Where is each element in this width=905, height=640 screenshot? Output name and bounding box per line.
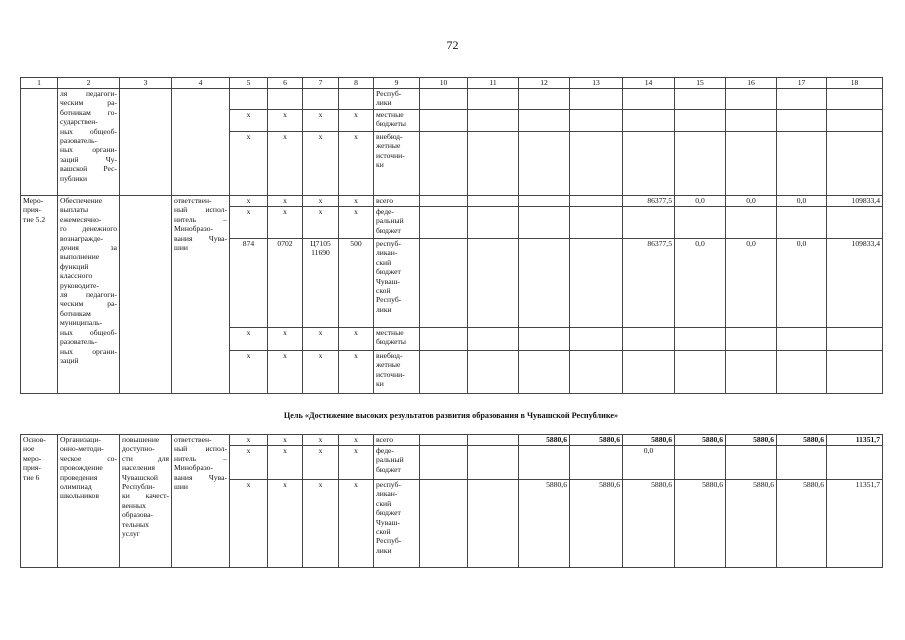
table-row: x x x x внебюд- жетные источни- ки <box>21 351 883 394</box>
col-header: 5 <box>230 78 268 89</box>
funding-source: местные бюджеты <box>374 328 420 351</box>
col-header: 11 <box>468 78 519 89</box>
col-header: 8 <box>339 78 374 89</box>
budget-table-upper <box>20 77 883 394</box>
col-header: 4 <box>172 78 230 89</box>
col-header: 6 <box>268 78 303 89</box>
funding-source: респуб- ликан- ский бюджет Чуваш- ской Респуб- лики <box>374 239 420 328</box>
col-header: 12 <box>519 78 570 89</box>
funding-source: Респуб- лики <box>374 89 420 110</box>
measure-description: ля педагоги- ческим ра- ботникам го- сударствен- ных общеоб- разователь- ных органи- заций Чу- вашской Рес- публики <box>58 89 120 196</box>
table-row <box>21 89 883 110</box>
measure-code: Меро- прия- тие 5.2 <box>21 196 58 394</box>
col-header: 7 <box>303 78 339 89</box>
col-header: 13 <box>570 78 623 89</box>
table-row: x x x x внебюд- жетные источни- ки <box>21 132 883 196</box>
funding-source: феде- ральный бюджет <box>374 207 420 239</box>
col-header: 3 <box>120 78 172 89</box>
col-header: 16 <box>726 78 777 89</box>
table-row: Основ- ное меро- прия- тие 6 Организаци- онно-методи- ческое со- провождение проведения олимпиад школьников повышение доступно- сти для населения Чувашской Республи- ки качест- венных образова- тельных услуг ответствен- ный испол- нитель – Минобразо- вания Чува- шии x x x x всего 5880,6 5880,6 5880,6 5880,6 5880,6 5880,6 11351,7 <box>21 435 883 446</box>
col-header: 2 <box>58 78 120 89</box>
col-header: 9 <box>374 78 420 89</box>
table-row: x x x x местные бюджеты <box>21 328 883 351</box>
table-row: x x x x респуб- ликан- ский бюджет Чуваш- ской Респуб- лики 5880,6 5880,6 5880,6 5880,6 5880,6 5880,6 11351,7 <box>21 480 883 568</box>
col-header: 1 <box>21 78 58 89</box>
col-header: 10 <box>420 78 468 89</box>
table-row: x x x x феде- ральный бюджет <box>21 207 883 239</box>
table-row: x x x x местные бюджеты <box>21 110 883 132</box>
table-row: Меро- прия- тие 5.2 Обеспечение выплаты ежемесячно- го денежного вознагражде- дения за выполнение функций классного руководите- ля педагоги- ческим ра- ботникам муниципаль- ных общеоб- разователь- ных органи- заций ответствен- ный испол- нитель – Минобразо- вания Чува- шии x x x x всего 86377,5 0,0 0,0 0,0 109833,4 <box>21 196 883 207</box>
responsible-executor: ответствен- ный испол- нитель – Минобразо- вания Чува- шии <box>172 435 230 568</box>
funding-source: внебюд- жетные источни- ки <box>374 351 420 394</box>
measure-code: Основ- ное меро- прия- тие 6 <box>21 435 58 568</box>
table-row: x x x x феде- ральный бюджет 0,0 <box>21 446 883 480</box>
measure-description: Организаци- онно-методи- ческое со- провождение проведения олимпиад школьников <box>58 435 120 568</box>
measure-goal: повышение доступно- сти для населения Чувашской Республи- ки качест- венных образова- тельных услуг <box>120 435 172 568</box>
funding-source: всего <box>374 196 420 207</box>
col-header: 14 <box>623 78 675 89</box>
budget-table-lower <box>20 434 883 568</box>
funding-source: местные бюджеты <box>374 110 420 132</box>
measure-description: Обеспечение выплаты ежемесячно- го денежного вознагражде- дения за выполнение функций классного руководите- ля педагоги- ческим ра- ботникам муниципаль- ных общеоб- разователь- ных органи- заций <box>58 196 120 394</box>
page-number: 72 <box>446 38 459 52</box>
table-row: 874 0702 Ц7105 11690 500 респуб- ликан- ский бюджет Чуваш- ской Респуб- лики 86377,5 0,0 0,0 0,0 109833,4 <box>21 239 883 328</box>
funding-source: внебюд- жетные источни- ки <box>374 132 420 196</box>
funding-source: респуб- ликан- ский бюджет Чуваш- ской Респуб- лики <box>374 480 420 568</box>
col-header: 18 <box>827 78 883 89</box>
col-header: 15 <box>675 78 726 89</box>
goal-heading: Цель «Достижение высоких результатов развития образования в Чувашской Республике» <box>283 411 619 420</box>
col-header: 17 <box>777 78 827 89</box>
header-row <box>21 78 883 89</box>
funding-source: феде- ральный бюджет <box>374 446 420 480</box>
responsible-executor: ответствен- ный испол- нитель – Минобразо- вания Чува- шии <box>172 196 230 394</box>
funding-source: всего <box>374 435 420 446</box>
